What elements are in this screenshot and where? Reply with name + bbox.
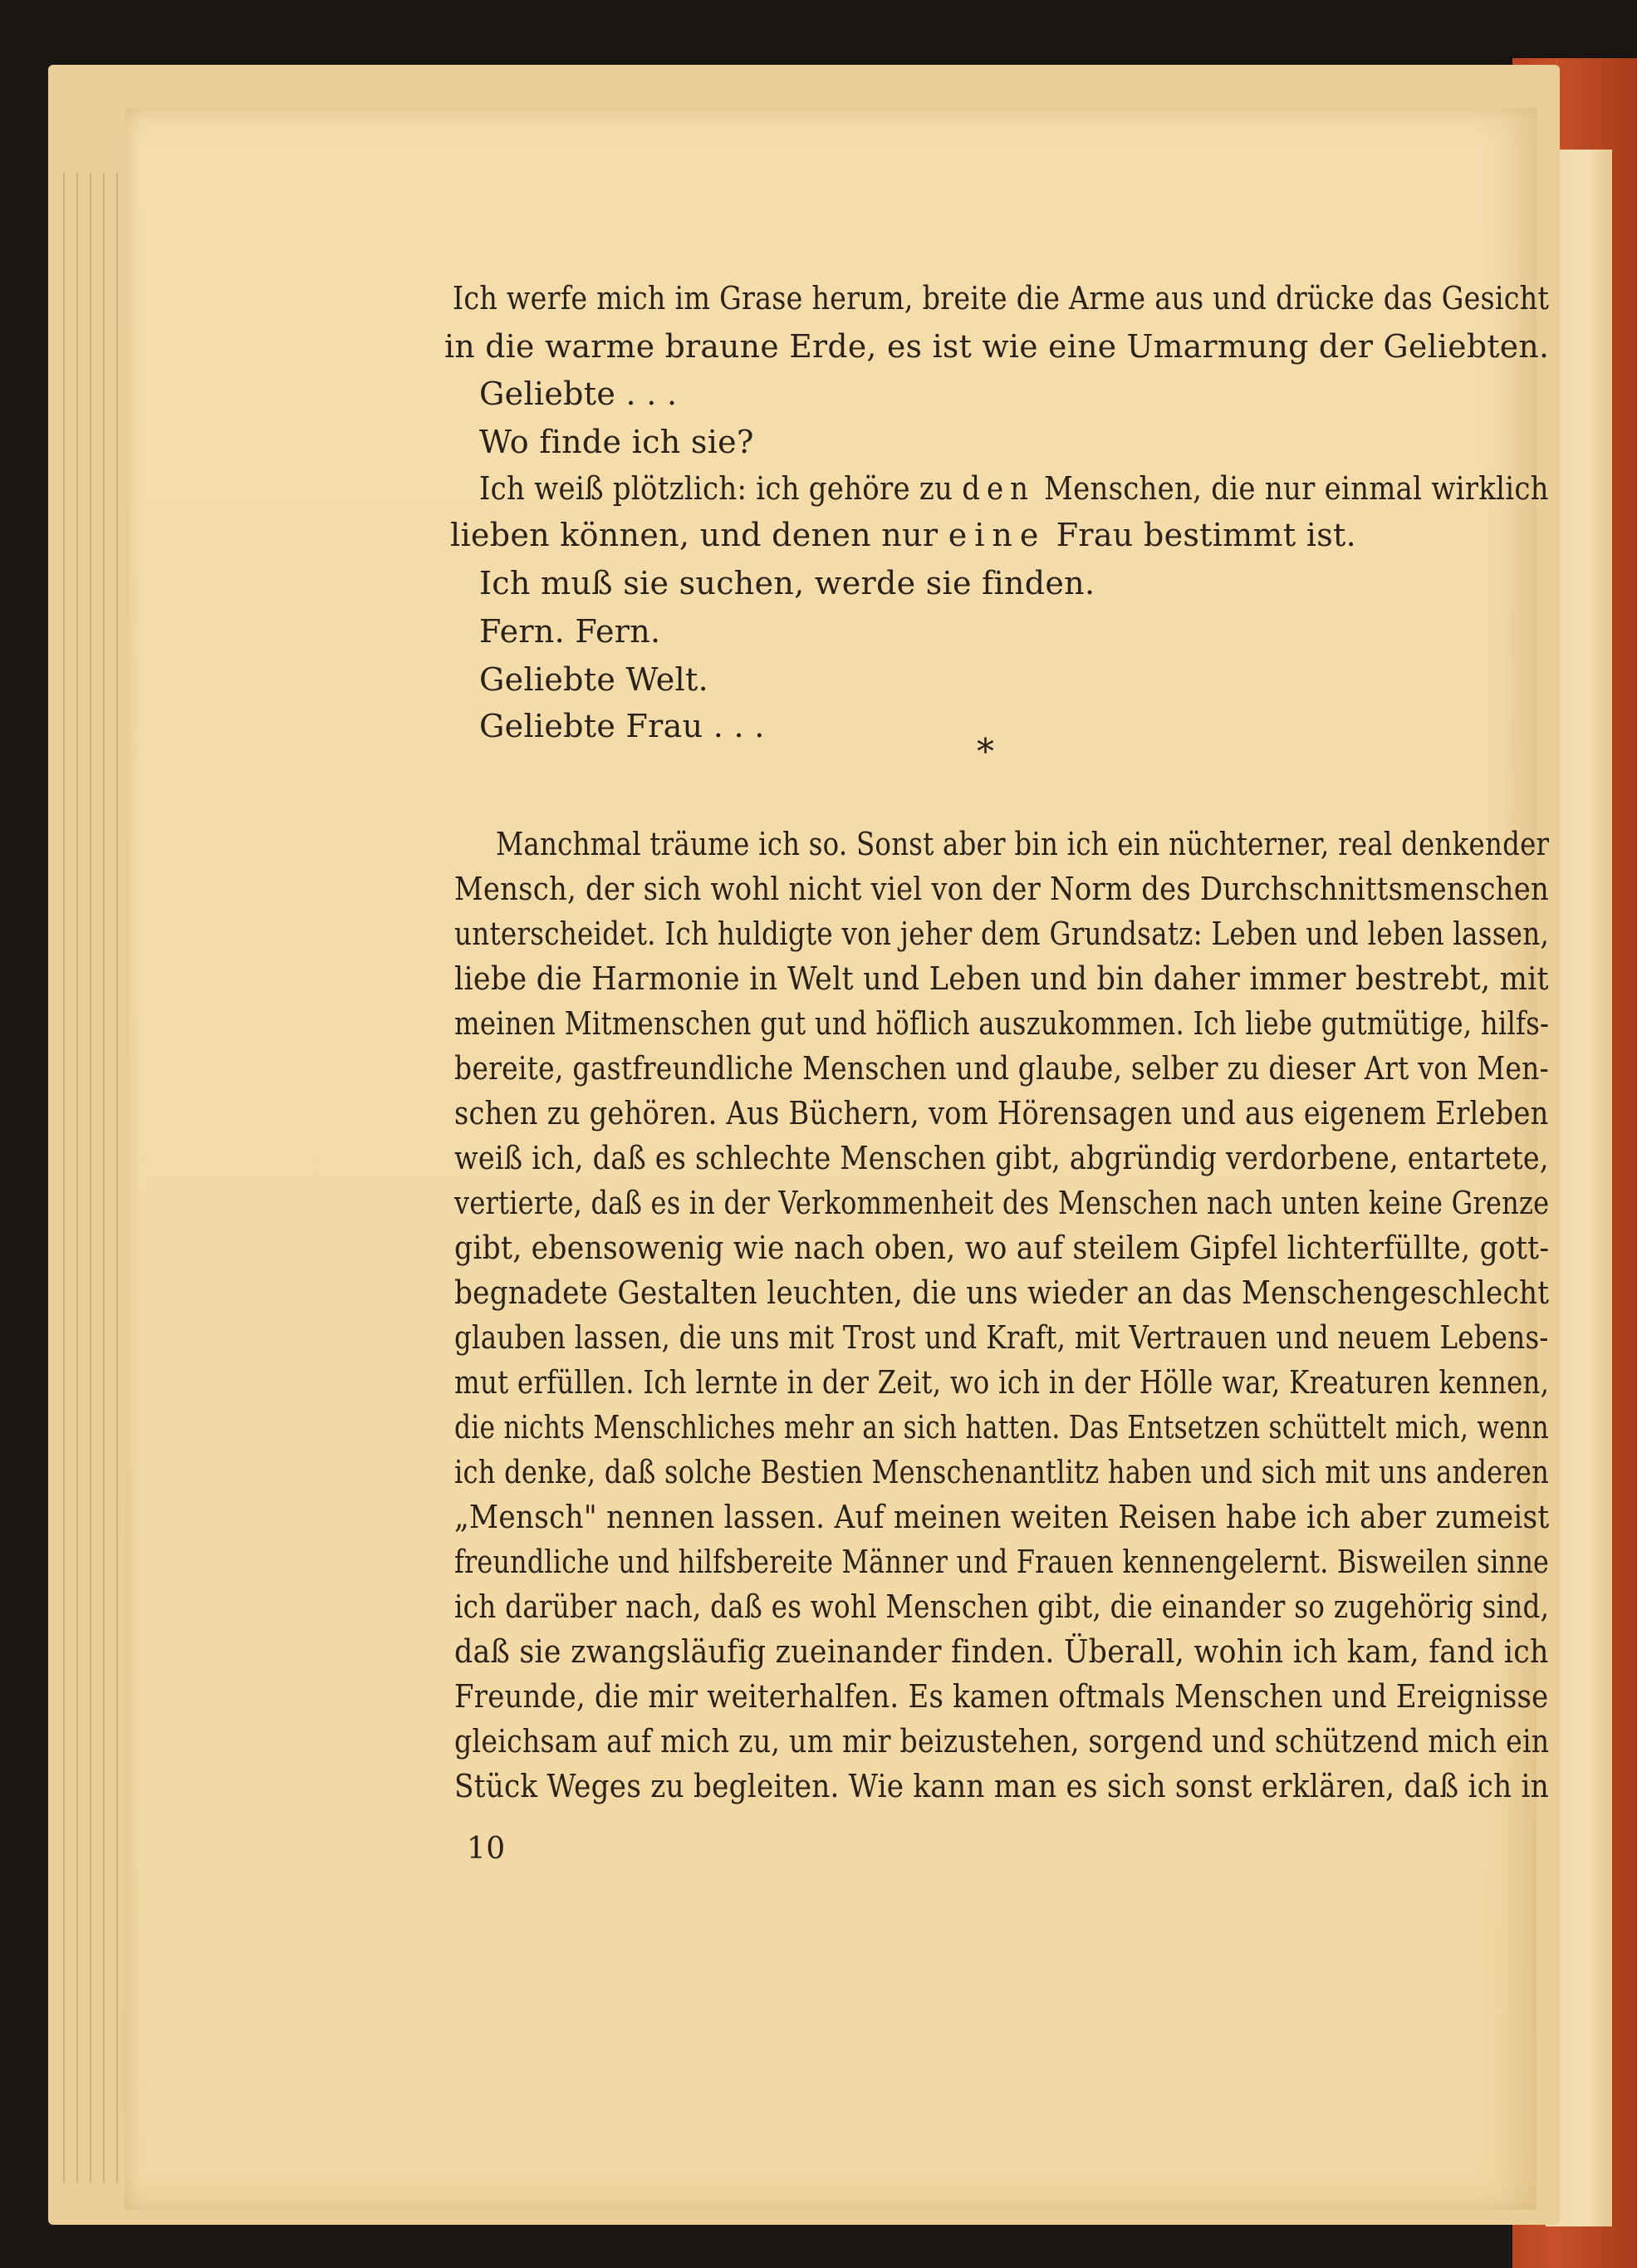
text-fragment: Menschen, die nur einmal wirklich [1035, 470, 1549, 507]
text-line: Wo finde ich sie? [479, 424, 754, 460]
text-line: liebe die Harmonie in Welt und Leben und bin daher immer bestrebt, mit [454, 960, 1549, 997]
text-line: Ich muß sie suchen, werde sie finden. [479, 565, 1095, 601]
text-line: glauben lassen, die uns mit Trost und Kraft, mit Vertrauen und neuem Lebens- [454, 1319, 1549, 1356]
text-line: Stück Weges zu begleiten. Wie kann man es sich sonst erklären, daß ich in [454, 1768, 1550, 1804]
text-line: gibt, ebensowenig wie nach oben, wo auf steilem Gipfel lichterfüllte, gott- [454, 1230, 1550, 1266]
text-line: ich denke, daß solche Bestien Menschenantlitz haben und sich mit uns anderen [454, 1454, 1550, 1490]
text-line: die nichts Menschliches mehr an sich hatten. Das Entsetzen schüttelt mich, wenn [454, 1409, 1549, 1446]
text-line: Manchmal träume ich so. Sonst aber bin ich ein nüchterner, real denkender [496, 826, 1550, 862]
text-line: gleichsam auf mich zu, um mir beizustehen, sorgend und schützend mich ein [454, 1723, 1550, 1760]
text-line: in die warme braune Erde, es ist wie eine Umarmung der Geliebten. [444, 328, 1550, 365]
scanner-background [0, 0, 1637, 66]
page-edge-line [103, 173, 105, 2183]
text-line: freundliche und hilfsbereite Männer und Frauen kennengelernt. Bisweilen sinne [454, 1544, 1550, 1580]
text-fragment: lieben können, und denen nur [450, 517, 948, 553]
page-number: 10 [467, 1832, 506, 1866]
text-line: ich darüber nach, daß es wohl Menschen gibt, die einander so zugehörig sind, [454, 1588, 1550, 1625]
text-line: Geliebte Welt. [479, 661, 708, 698]
text-fragment: Frau bestimmt ist. [1046, 517, 1357, 553]
text-line: daß sie zwangsläufig zueinander finden. Überall, wohin ich kam, fand ich [454, 1633, 1549, 1670]
page-edge-line [90, 173, 91, 2183]
text-line [450, 515, 1356, 555]
text-line: schen zu gehören. Aus Büchern, vom Hörensagen und aus eigenem Erleben [454, 1095, 1549, 1132]
text-fragment: Ich weiß plötzlich: ich gehöre zu [479, 470, 963, 507]
text-line: Freunde, die mir weiterhalfen. Es kamen oftmals Menschen und Ereignisse [454, 1678, 1549, 1715]
text-line: mut erfüllen. Ich lernte in der Zeit, wo ich in der Hölle war, Kreaturen kennen, [454, 1364, 1550, 1401]
page-edge-line [63, 173, 65, 2183]
text-line: Fern. Fern. [479, 613, 661, 650]
text-line: „Mensch" nennen lassen. Auf meinen weiten Reisen habe ich aber zumeist [454, 1499, 1550, 1535]
text-line: Geliebte Frau . . . [479, 708, 765, 744]
page-edge-line [116, 173, 118, 2183]
text-line: vertierte, daß es in der Verkommenheit des Menschen nach unten keine Grenze [454, 1185, 1550, 1221]
text-line: weiß ich, daß es schlechte Menschen gibt, abgründig verdorbene, entartete, [454, 1140, 1549, 1176]
text-line: bereite, gastfreundliche Menschen und glaube, selber zu dieser Art von Men- [454, 1050, 1550, 1087]
text-line: Mensch, der sich wohl nicht viel von der Norm des Durchschnittsmenschen [454, 871, 1550, 907]
book-page [125, 108, 1550, 2210]
text-line: begnadete Gestalten leuchten, die uns wieder an das Menschengeschlecht [454, 1274, 1550, 1311]
text-line [479, 469, 1549, 508]
text-line: Geliebte . . . [479, 376, 678, 412]
emphasized-word: eine [948, 517, 1046, 553]
text-line: Ich werfe mich im Grase herum, breite die Arme aus und drücke das Gesicht [453, 280, 1550, 317]
emphasized-word: den [962, 470, 1036, 507]
page-edge-line [76, 173, 78, 2183]
text-line: unterscheidet. Ich huldigte von jeher dem Grundsatz: Leben und leben lassen, [454, 916, 1550, 952]
text-line: meinen Mitmenschen gut und höflich auszukommen. Ich liebe gutmütige, hilfs- [454, 1005, 1550, 1042]
section-separator: * [977, 731, 995, 772]
